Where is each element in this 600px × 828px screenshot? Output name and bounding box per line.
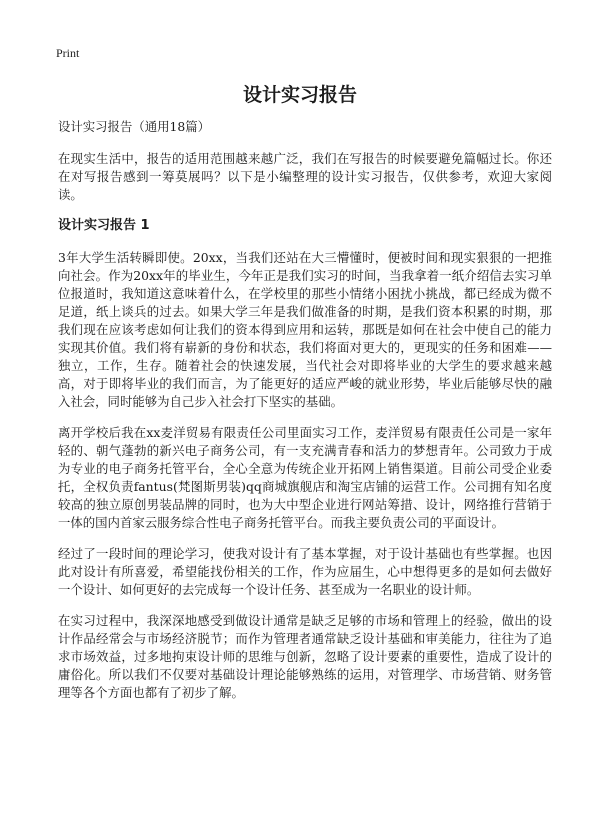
- body-paragraph: 经过了一段时间的理论学习，使我对设计有了基本掌握，对于设计基础也有些掌握。也因此对设计有所喜爱，希望能找份相关的工作，作为应届生，心中想得更多的是如何去做好一个设计、如何更好的去完成每一个设计任务、甚至成为一名职业的设计师。: [58, 546, 552, 597]
- section-heading: 设计实习报告 1: [58, 218, 150, 233]
- document-subtitle: 设计实习报告（通用18篇）: [58, 119, 211, 134]
- print-link[interactable]: Print: [56, 46, 80, 60]
- body-paragraph: 3年大学生活转瞬即使。20xx，当我们还站在大三懵懂时，便被时间和现实狠狠的一把推向社会。作为20xx年的毕业生，今年正是我们实习的时间，当我拿着一纸介绍信去实习单位报道时，我知道这意味着什么，在学校里的那些小情绪小困扰小挑战，都已经成为微不足道，纸上谈兵的过去。如果大学三年是我们做准备的时期，是我们资本积累的时期，那我们现在应该考虑如何让我们的资本得到应用和运转，那既是如何在社会中使自己的能力实现其价值。我们将有崭新的身份和状态，我们将面对更大的，更现实的任务和困难——独立，工作，生存。随着社会的快速发展，当代社会对即将毕业的大学生的要求越来越高，对于即将毕业的我们而言，为了能更好的适应严峻的就业形势，毕业后能够尽快的融入社会，同时能够为自己步入社会打下坚实的基础。: [58, 250, 552, 409]
- body-paragraph: 在实习过程中，我深深地感受到做设计通常是缺乏足够的市场和管理上的经验，做出的设计作品经常会与市场经济脱节；而作为管理者通常缺乏设计基础和审美能力，往往为了追求市场效益，过多地拘束设计师的思维与创新，忽略了设计要素的重要性，造成了设计的庸俗化。所以我们不仅要对基础设计理论能够熟练的运用，对管理学、市场营销、财务管理等各个方面也都有了初步了解。: [58, 613, 552, 700]
- body-paragraph: 离开学校后我在xx麦洋贸易有限责任公司里面实习工作，麦洋贸易有限责任公司是一家年轻的、朝气蓬勃的新兴电子商务公司，有一支充满青春和活力的梦想青年。公司致力于成为专业的电子商务托管平台，全心全意为传统企业开拓网上销售渠道。目前公司受企业委托，全权负责fantus(梵图斯男装)qq商城旗舰店和淘宝店铺的运营工作。公司拥有知名度较高的独立原创男装品牌的同时，也为大中型企业进行网站筹措、设计，网络推行营销于一体的国内首家云服务综合性电子商务托管平台。而我主要负责公司的平面设计。: [58, 425, 552, 530]
- intro-paragraph: 在现实生活中，报告的适用范围越来越广泛，我们在写报告的时候要避免篇幅过长。你还在对写报告感到一筹莫展吗？以下是小编整理的设计实习报告，仅供参考，欢迎大家阅读。: [58, 151, 552, 202]
- document-body: [58, 118, 552, 715]
- page-title: 设计实习报告: [242, 84, 357, 106]
